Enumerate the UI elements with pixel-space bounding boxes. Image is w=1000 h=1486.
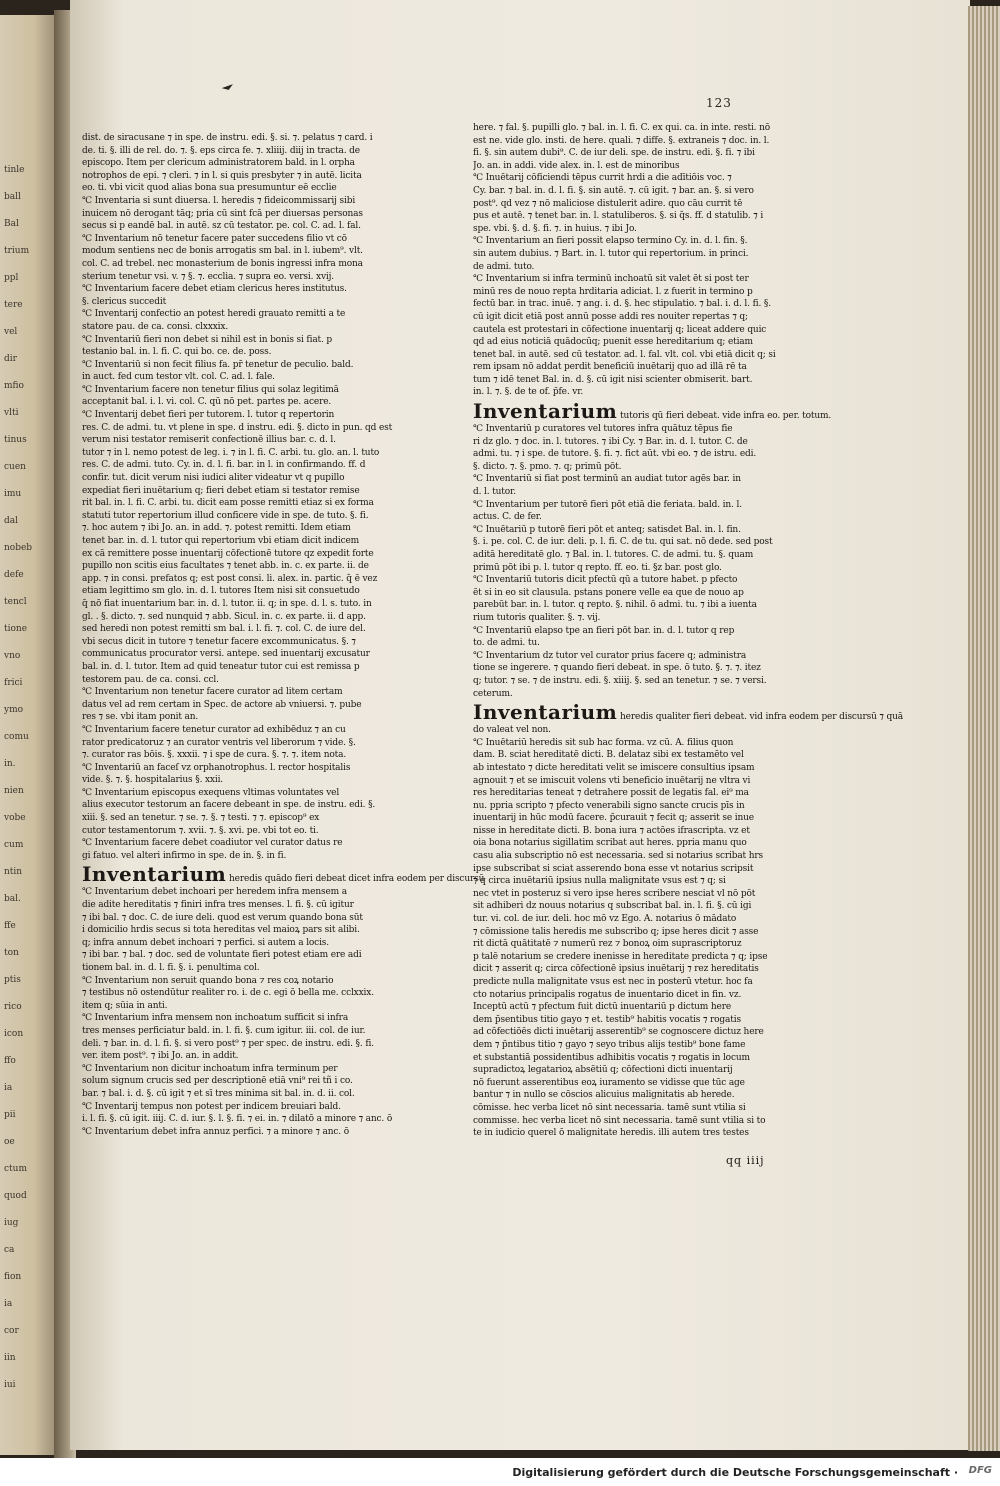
text-line: ex cā remittere posse inuentarij cōfectionē tutore qz expedit forte (82, 548, 374, 559)
text-line: est ne. vide glo. insti. de here. quali. ⁊ diffe. §. extraneis ⁊ doc. in. l. (473, 135, 770, 146)
text-line: die adite hereditatis ⁊ finiri infra tres menses. l. fi. §. cū igitur (82, 900, 354, 911)
facing-page-fragment: ffe (4, 921, 16, 931)
text-line: q̄ nō fiat inuentarium bar. in. d. l. tutor. ii. q; in spe. d. l. s. tuto. in (82, 598, 372, 609)
facing-page-fragment: quod (4, 1191, 27, 1201)
text-line: ℃ Inventarium dz tutor vel curator prius facere q; administra (473, 650, 747, 661)
text-line: ℃ Inventarium infra mensem non inchoatum sufficit si infra (82, 1013, 349, 1024)
text-line: dem p̄sentibus titio gayo ⁊ et. testib⁹ habitis vocatis ⁊ rogatis (473, 1014, 741, 1025)
text-line: casu alia subscriptio nō est necessaria. sed si notarius scribat hrs (473, 851, 763, 862)
text-line: res. C. de admi. tuto. Cy. in. d. l. fi. bar. in l. in confirmando. ff. d (82, 460, 366, 471)
signature-mark: qq iiij (726, 1154, 765, 1167)
text-line: §. clericus succedit (82, 296, 167, 307)
facing-page-fragment: imu (4, 489, 22, 499)
text-line: te in iudicio querel ō malignitate heredis. illi autem tres testes (473, 1128, 749, 1139)
text-line: deli. ⁊ bar. in. d. l. fi. §. si vero post⁹ ⁊ per spec. de instru. edi. §. fi. (82, 1038, 374, 1049)
facing-page-fragment: tione (4, 624, 28, 634)
facing-page-fragment: ia (4, 1299, 13, 1309)
text-line: notrophos de epi. ⁊ cleri. ⁊ in l. si quis presbyter ⁊ in autē. licita (82, 170, 362, 181)
text-line: ēt si in eo sit clausula. pstans ponere velle ea que de nouo ap (473, 587, 744, 598)
text-line: actus. C. de fer. (473, 512, 542, 523)
text-line: cautela est protestari in cōfectione inuentarij q; liceat addere quic (473, 324, 767, 335)
text-line: agnouit ⁊ et se imiscuit volens vti beneficio inuētarij ne vltra vi (473, 775, 751, 786)
text-line: rium tutoris qualiter. §. ⁊. vij. (473, 612, 601, 623)
text-line: §. i. pe. col. C. de iur. deli. p. l. fi. C. de tu. qui sat. nō dede. sed post (473, 537, 773, 548)
text-line: ceterum. (473, 688, 513, 699)
text-line: ℃ Inventariū p curatores vel tutores infra quātuz tēpus fie (473, 424, 733, 435)
facing-page-fragment: tinle (4, 165, 25, 175)
text-line: aditā hereditatē glo. ⁊ Bal. in. l. tutores. C. de admi. tu. §. quam (473, 550, 754, 560)
text-line: testorem pau. de ca. consi. ccl. (82, 674, 219, 685)
text-line: vide. §. ⁊. §. hospitalarius §. xxii. (82, 775, 224, 786)
facing-page-fragment: Bal (4, 219, 19, 229)
text-line: vbi secus dicit in tutore ⁊ tenetur facere excommunicatus. §. ⁊ (82, 636, 356, 647)
facing-page-fragment: dal (4, 516, 19, 526)
text-line: confir. tut. dicit verum nisi iudici aliter videatur vt q pupillo (82, 473, 345, 484)
facing-page-fragment: ntin (4, 867, 23, 877)
facing-page-fragment: ptis (4, 975, 21, 985)
text-line: ℃ Inventarij debet fieri per tutorem. l. tutor q repertorin (82, 410, 335, 421)
facing-page-fragment: tere (4, 300, 23, 310)
text-line: xiii. §. sed an tenetur. ⁊ se. ⁊. §. ⁊ testi. ⁊ ⁊. episcop⁹ ex (82, 813, 320, 824)
text-line: §. dicto. ⁊. §. pmo. ⁊. q; primū pōt. (473, 461, 622, 472)
text-line: ℃ Inventariū elapso tpe an fieri pōt bar. in. d. l. tutor q rep (473, 625, 735, 636)
text-line: tum ⁊ idē tenet Bal. in. d. §. cū igit nisi scienter obmiserit. bart. (473, 374, 753, 385)
facing-page-fragment: tinus (4, 435, 27, 445)
text-line: gl. . §. dicto. ⁊. sed nunquid ⁊ abb. Sicul. in. c. ex parte. ii. d app. (82, 611, 366, 622)
text-line: q; tutor. ⁊ se. ⁊ de instru. edi. §. xiiij. §. sed an tenetur. ⁊ se. ⁊ versi. (473, 675, 767, 686)
footer-bar (0, 1458, 1000, 1486)
text-line: fectū bar. in trac. inuē. ⁊ ang. i. d. §. hec stipulatio. ⁊ bal. i. d. l. fi. §. (473, 299, 771, 310)
left-text-column (82, 132, 485, 1138)
text-line: ℃ Inventariū si non fecit filius fa. pr̄ tenetur de peculio. bald. (82, 359, 354, 370)
text-line: ⁊ ibi bal. ⁊ doc. C. de iure deli. quod est verum quando bona sūt (82, 912, 363, 923)
text-line: ℃ Inventarium non dicitur inchoatum infra terminum per (82, 1063, 338, 1074)
facing-page-fragment: in. (4, 759, 16, 769)
text-line: ℃ Inventarium facere tenetur curator ad exhibēduz ⁊ an cu (82, 724, 346, 735)
text-line: datus vel ad rem certam in Spec. de actore ab vniuersi. ⁊. pube (82, 699, 362, 710)
facing-page-fragment: iin (4, 1353, 16, 1363)
text-line: bar. ⁊ bal. i. d. §. cū igit ⁊ et sī tres minima sit bal. in. d. ii. col. (82, 1088, 355, 1099)
text-line: sed heredi non potest remitti sm bal. i. l. fi. ⁊. col. C. de iure del. (82, 624, 366, 635)
facing-page-fragment: nien (4, 786, 24, 796)
text-line: tenet bar. in. d. l. tutor qui repertorium vbi etiam dicit indicem (82, 536, 360, 546)
text-line: admi. tu. ⁊ i spe. de tutore. §. fi. ⁊. fict aūt. vbi eo. ⁊ de istru. edi. (473, 449, 757, 460)
text-line: testanio bal. in. l. fi. C. qui bo. ce. de. poss. (82, 347, 272, 358)
text-line: eo. ti. vbi vicit quod alias bona sua presumuntur eē ecclie (82, 183, 337, 194)
text-line: fi. §. sin autem dubi⁹. C. de iur deli. spe. de instru. edi. §. fi. ⁊ ibi (473, 148, 755, 159)
text-line: acceptanit bal. i. l. vi. col. C. qū nō pet. partes pe. acere. (82, 397, 332, 408)
facing-page-fragment: icon (4, 1029, 24, 1039)
text-line: sin autem dubius. ⁊ Bart. in. l. tutor qui repertorium. in princi. (473, 248, 749, 259)
text-line: do valeat vel non. (473, 725, 551, 736)
text-line: cutor testamentorum ⁊. xvii. ⁊. §. xvi. pe. vbi tot eo. ti. (82, 825, 319, 836)
facing-page-fragment: ball (4, 192, 21, 202)
facing-page-fragment: vlti (4, 408, 19, 418)
text-line: bantur ⁊ in nullo se cōscios alicuius malignitatis ab herede. (473, 1090, 735, 1101)
text-line: tenet bal. in autē. sed cū testator. ad. l. fal. vlt. col. vbi etiā dicit q; si (473, 349, 776, 360)
text-line: tionem bal. in. d. l. fi. §. i. penultima col. (82, 963, 260, 973)
facing-page-fragment: oe (4, 1137, 15, 1147)
text-line: sterium tenetur vsi. v. ⁊ §. ⁊. ecclia. ⁊ supra eo. versi. xvij. (82, 271, 334, 282)
text-line: tione se ingerere. ⁊ quando fieri debeat. in spe. ō tuto. §. ⁊. ⁊. itez (473, 663, 761, 674)
left-page-edge (0, 15, 62, 1455)
section-heading: Inventarium tutoris qū fieri debeat. vide infra eo. per. totum. (473, 399, 832, 424)
text-line: solum signum crucis sed per descriptionē etiā vni⁹ rei tñ i co. (82, 1076, 353, 1087)
text-line: sit adhiberi dz nouus notarius q subscribat bal. in. l. fi. §. cū igi (473, 901, 752, 912)
facing-page-fragment: dir (4, 354, 17, 364)
text-line: ℃ Inventarium debet inchoari per heredem infra mensem a (82, 887, 347, 898)
text-line: nec vtet in posteruz si vero ipse heres scribere nesciat vl nō pōt (473, 888, 756, 899)
text-line: ⁊ q circa inuētariū ipsius nulla malignitate vsus est ⁊ q; si (473, 876, 726, 887)
text-line: predicte nulla malignitate vsus est nec in posterū vtetur. hoc fa (473, 977, 753, 987)
text-line: d. l. tutor. (473, 487, 516, 498)
text-line: episcopo. Item per clericum administratorem bald. in l. orpha (82, 158, 355, 169)
facing-page-fragment: comu (4, 732, 29, 742)
facing-page-fragment: cuen (4, 462, 26, 472)
text-line: pus et autē. ⁊ tenet bar. in. l. statuliberos. §. si q̄s. ff. d statulib. ⁊ i (473, 211, 764, 222)
facing-page-fragment: ffo (4, 1056, 16, 1066)
text-line: ℃ Inventarium non seruit quando bona ⁊ res coꝝ notario (82, 975, 334, 986)
text-line: ℃ Inventarij confectio an potest heredi grauato remitti a te (82, 309, 346, 320)
folio-number: 123 (706, 96, 732, 110)
text-line: tur. vi. col. de iur. deli. hoc mō vz Ego. A. notarius ō mādato (473, 914, 737, 925)
text-line: ℃ Inventariū an faceſ vz orphanotrophus. l. rector hospitalis (82, 762, 351, 773)
text-line: i. l. fi. §. cū igit. iiij. C. d. iur. §. l. §. fi. ⁊ ei. in. ⁊ dilatō a minore ⁊ anc. ō (82, 1114, 393, 1125)
text-line: dicit ⁊ asserit q; circa cōfectionē ipsius inuētarij ⁊ rez hereditatis (473, 964, 759, 975)
text-line: cōmisse. hec verba licet nō sint necessaria. tamē sunt vtilia si (473, 1102, 746, 1113)
facing-page-fragment: ia (4, 1083, 13, 1093)
text-line: nō fuerunt asserentibus eoꝝ iuramento se vidisse que tūc age (473, 1077, 745, 1088)
facing-page-fragment: vobe (4, 813, 26, 823)
facing-page-fragment: ca (4, 1245, 15, 1255)
text-line: statore pau. de ca. consi. clxxxix. (82, 321, 229, 332)
text-line: qd ad eius noticiā quādocūq; puenit esse hereditarium q; etiam (473, 337, 753, 348)
text-line: ℃ Inventarium nō tenetur facere pater succedens filio vt cō (82, 233, 347, 244)
text-line: ℃ Inventariū tutoris dicit pfectū qū a tutore habet. p pfecto (473, 575, 738, 586)
text-line: dem ⁊ p̄ntibus titio ⁊ gayo ⁊ seyo tribus alijs testib⁹ bone fame (473, 1039, 746, 1050)
text-line: bal. in. d. l. tutor. Item ad quid teneatur tutor cui est remissa p (82, 661, 360, 672)
text-line: ri dz glo. ⁊ doc. in. l. tutores. ⁊ ibi Cy. ⁊ Bar. in. d. l. tutor. C. de (473, 436, 748, 447)
text-line: inuicem nō derogant tāq; pria cū sint fcā per diuersas personas (82, 208, 363, 219)
text-line: ℃ Inventarium per tutorē fieri pōt etiā die feriata. bald. in. l. (473, 499, 742, 510)
text-line: ⁊. hoc autem ⁊ ibi Jo. an. in add. ⁊. potest remitti. Idem etiam (82, 523, 351, 534)
text-line: ℃ Inventarium debet infra annuz perfici. ⁊ a minore ⁊ anc. ō (82, 1126, 349, 1137)
text-line: inuentarij in hūc modū facere. p̄curauit ⁊ fecit q; asserit se inue (473, 813, 754, 824)
facing-page-fragment: ton (4, 948, 19, 958)
text-line: rator predicatoruz ⁊ an curator ventris vel liberorum ⁊ vide. §. (82, 737, 356, 748)
page-edge-stack (968, 6, 1000, 1451)
text-line: verum nisi testator remiserit confectionē illius bar. c. d. l. (82, 435, 336, 446)
facing-page-fragment: iug (4, 1218, 19, 1228)
text-line: secus si p eandē bal. in autē. sz cū testator. pe. col. C. ad. l. fal. (82, 221, 361, 232)
text-line: communicatus procurator versi. antepe. sed inuentarij excusatur (82, 649, 370, 660)
text-line: tutor ⁊ in l. nemo potest de leg. i. ⁊ in l. fi. C. arbi. tu. glo. an. l. tuto (82, 447, 380, 458)
text-line: res hereditarias teneat ⁊ detrahere possit de legatis fal. ei⁹ ma (473, 788, 749, 799)
facing-page-fragment: ctum (4, 1164, 27, 1174)
text-line: commisse. hec verba licet nō sint necessaria. tamē sunt vtilia si to (473, 1115, 766, 1126)
text-line: ℃ Inventarium episcopus exequens vltimas voluntates vel (82, 787, 340, 798)
facing-page-fragment: nobeb (4, 543, 33, 553)
facing-page-fragment: rico (4, 1002, 22, 1012)
text-line: primū pōt ibi p. l. tutor q repto. ff. eo. ti. §z bar. post glo. (473, 562, 722, 573)
text-line: ⁊ ibi bar. ⁊ bal. ⁊ doc. sed de voluntate fieri potest etiam ere adi (82, 950, 362, 961)
text-line: item q; sūia in anti. (82, 1000, 168, 1011)
text-line: ℃ Inuētariū p tutorē fieri pōt et anteq; satisdet Bal. in. l. fin. (473, 524, 741, 535)
text-line: nu. ppria scripto ⁊ pfecto venerabili signo sancte crucis pīs in (473, 800, 745, 811)
footer-credit: Digitalisierung gefördert durch die Deutsche Forschungsgemeinschaft · (512, 1466, 958, 1479)
section-heading: Inventarium heredis qualiter fieri debeat. vid infra eodem per discursū ⁊ quā (473, 700, 903, 725)
text-line: ℃ Inventarium facere debet etiam clericus heres institutus. (82, 284, 347, 295)
text-line: rit dictā quātitatē ⁊ numerū rez ⁊ bonoꝝ oim suprascriptoruz (473, 939, 742, 950)
text-line: here. ⁊ fal. §. pupilli glo. ⁊ bal. in. l. fi. C. ex qui. ca. in inte. resti. nō (473, 123, 771, 133)
facing-page-fragment: frici (4, 678, 23, 688)
section-heading: Inventarium heredis quādo fieri debeat dicet infra eodem per discursū (82, 862, 485, 887)
facing-page-fragment: cum (4, 840, 24, 850)
text-line: ℃ Inuētarij cōficiendi tēpus currit hrdi a die adītiōis voc. ⁊ (473, 173, 732, 184)
facing-page-fragment: trium (4, 246, 30, 256)
facing-page-fragment: tencl (4, 597, 27, 607)
text-line: ℃ Inventarium si infra terminū inchoatū sit valet ēt si post ter (473, 274, 749, 285)
text-line: et substantiā possidentibus adhibitis vocatis ⁊ rogatis in locum (473, 1052, 750, 1063)
text-line: ⁊ testibus nō ostendūtur realiter ro. i. de c. egi ō bella me. cclxxix. (82, 988, 374, 999)
text-line: ℃ Inventarium facere debet coadiutor vel curator datus re (82, 838, 343, 849)
text-line: rem ipsam nō addat perdit beneficiū inuētarij quo ad illā rē ta (473, 362, 747, 373)
text-line: supradictoꝝ legatarioꝝ absētiū q; cōfectioni dicti inuentarij (473, 1065, 733, 1076)
text-line: ℃ Inventariū si fiat post terminū an audiat tutor agēs bar. in (473, 474, 741, 485)
text-line: cū igit dicit etiā post annū posse addi res nouiter repertas ⁊ q; (473, 311, 748, 322)
facing-page-fragment: bal. (4, 894, 21, 904)
text-line: ℃ Inventarij tempus non potest per indicem breuiari bald. (82, 1101, 341, 1112)
text-line: oia bona notarius sigillatim scribat aut heres. ppria manu quo (473, 838, 747, 849)
text-line: nisse in hereditate dicti. B. bona iura ⁊ actōes ifrascripta. vz et (473, 825, 750, 836)
facing-page-fragment: pii (4, 1110, 16, 1120)
facing-page-fragment: vel (4, 327, 18, 337)
text-line: de. ti. §. illi de rel. do. ⁊. §. eps circa fe. ⁊. xliiij. diij in tracta. de (82, 145, 360, 156)
text-line: alius executor testorum an facere debeant in spe. de instru. edi. §. (82, 800, 376, 811)
text-line: de admi. tuto. (473, 261, 535, 272)
text-line: ⁊. curator ras bōis. §. xxxii. ⁊ i spe de cura. §. ⁊. ⁊. item nota. (82, 750, 347, 761)
text-line: Inceptū actū ⁊ pfectum fuit dictū inuentariū p dictum here (473, 1002, 732, 1013)
text-line: dam. B. sciat hereditatē dicti. B. delataz sibi ex testamēto vel (473, 750, 744, 761)
text-line: cto notarius principalis rogatus de inuentario dicet in fin. vz. (473, 989, 742, 1000)
facing-page-fragment: defe (4, 570, 24, 580)
text-line: pupillo non scitis eius facultates ⁊ tenet abb. in. c. ex parte. ii. de (82, 561, 369, 572)
facing-page-fragment: ymo (4, 705, 24, 715)
facing-page-fragment: ppl (4, 273, 19, 283)
text-line: ℃ Inventarium an fieri possit elapso termino Cy. in. d. l. fin. §. (473, 236, 748, 247)
text-line: ℃ Inuētariū heredis sit sub hac forma. vz cū. A. filius quon (473, 737, 734, 748)
text-line: ipse subscribat si sciat asserendo bona esse vt notarius scripsit (473, 863, 754, 874)
text-line: ⁊ cōmissione talis heredis me subscribo q; ipse heres dicit ⁊ asse (473, 926, 759, 937)
text-line: to. de admi. tu. (473, 638, 540, 649)
text-line: ℃ Inventariū fieri non debet si nihil est in bonis si fiat. p (82, 334, 333, 345)
facing-page-fragment: iui (4, 1380, 16, 1390)
facing-page-fragment: mfio (4, 381, 24, 391)
text-line: post⁹. qd vez ⁊ nō maliciose distulerit adire. quo cāu currit tē (473, 198, 743, 209)
right-text-column (473, 122, 903, 1140)
text-line: i domicilio hrdis secus si tota hereditas vel maioꝝ pars sit alibi. (82, 925, 360, 936)
text-line: statuti tutor repertorium illud conficere vide in spe. de tuto. §. fi. (82, 510, 369, 521)
text-line: minū res de nouo repta hrditaria adiciat. l. z fuerit in termino p (473, 286, 753, 297)
text-line: ad cōfectiōēs dicti inuētarij asserentib⁹ se cognoscere dictuz here (473, 1027, 764, 1038)
text-line: modum sentiens nec de bonis arrogatis sm bal. in l. iubem⁹. vlt. (82, 246, 363, 257)
text-line: gi fatuo. vel alteri infirmo in spe. de in. §. in fi. (82, 850, 287, 861)
text-line: Cy. bar. ⁊ bal. in. d. l. fi. §. sin autē. ⁊. cū igit. ⁊ bar. an. §. si vero (473, 185, 754, 196)
text-line: ℃ Inventarium non tenetur facere curator ad litem certam (82, 687, 343, 698)
text-line: res. C. de admi. tu. vt plene in spe. d instru. edi. §. dicto in pun. qd est (82, 422, 393, 433)
text-line: in auct. fed cum testor vlt. col. C. ad. l. fale. (82, 372, 275, 383)
text-line: ab intestato ⁊ dicte hereditati velit se imiscere consultius ipsam (473, 762, 755, 773)
text-line: res ⁊ se. vbi itam ponit an. (82, 712, 199, 723)
text-line: ver. item post⁹. ⁊ ibi Jo. an. in addit. (82, 1051, 239, 1062)
text-line: parebūt bar. in. l. tutor. q repto. §. nihil. ō admi. tu. ⁊ ibi a iuenta (473, 600, 757, 611)
dfg-logo: DFG (968, 1465, 992, 1476)
text-line: spe. vbi. §. d. §. fi. ⁊. in huius. ⁊ ibi Jo. (473, 223, 637, 234)
facing-page-fragment: fion (4, 1272, 22, 1282)
text-line: ℃ Inventaria si sunt diuersa. l. heredis ⁊ fideicommissarij sibi (82, 195, 356, 206)
text-line: p talē notarium se credere inenisse in hereditate predicta ⁊ q; ipse (473, 951, 768, 962)
text-line: q; infra annum debet inchoari ⁊ perfici. si autem a locis. (82, 937, 329, 948)
text-line: col. C. ad trebel. nec monasterium de bonis ingressi infra mona (82, 258, 363, 269)
text-line: Jo. an. in addi. vide alex. in. l. est de minoribus (473, 160, 680, 171)
facing-page-fragment: cor (4, 1326, 19, 1336)
text-line: ℃ Inventarium facere non tenetur filius qui solaz legitimā (82, 384, 339, 395)
text-line: in. l. ⁊. §. de te of. p̄fe. vr. (473, 387, 584, 398)
text-line: etiam legittimo sm glo. in. d. l. tutores Item nisi sit consuetudo (82, 586, 360, 597)
text-line: app. ⁊ in consi. prefatos q; est post consi. li. alex. in. partic. q̄ ē vez (82, 573, 378, 584)
text-line: expediat fieri inuētarium q; fieri debet etiam si testator remise (82, 485, 360, 496)
text-line: dist. de siracusane ⁊ in spe. de instru. edi. §. si. ⁊. pelatus ⁊ card. i (82, 133, 373, 143)
text-line: tres menses perficiatur bald. in. l. fi. §. cum igitur. iii. col. de iur. (82, 1025, 366, 1036)
facing-page-fragment: vno (4, 651, 21, 661)
text-line: rit bal. in. l. fi. C. arbi. tu. dicit eam posse remitti etiaz si ex forma (82, 498, 374, 509)
